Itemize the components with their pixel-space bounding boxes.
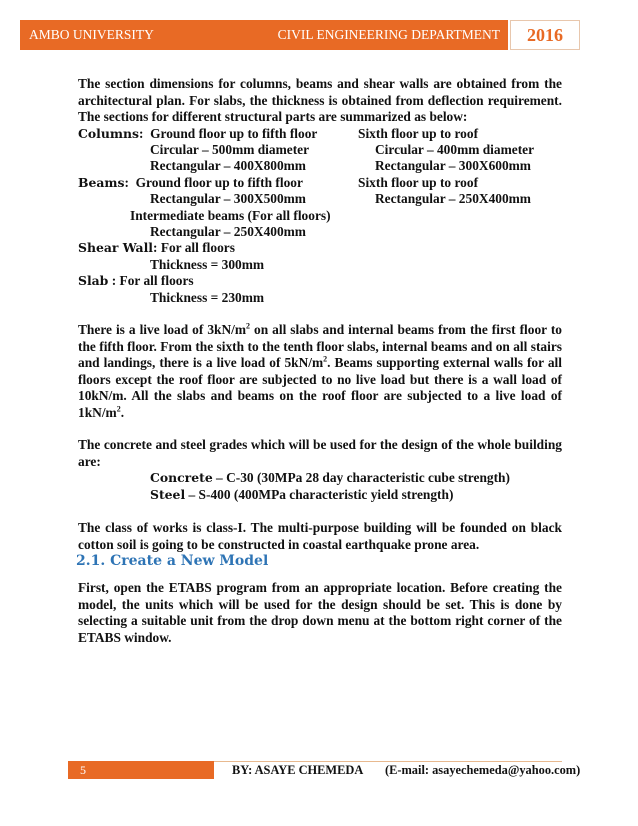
- columns-label: Columns: [78, 126, 139, 141]
- footer-author: BY: ASAYE CHEMEDA: [232, 763, 364, 777]
- live-load-text-3: . Beams supporting external walls for all floors except the roof floor are subjected to no live load but there is a wall load of 10kN/m. All the slabs and beams on the roof floor are subjected to a live load of 1kN/m: [78, 355, 562, 420]
- page-number: 5: [68, 761, 214, 779]
- beams-group2: Sixth floor up to roof: [358, 175, 479, 190]
- superscript: 2: [323, 354, 328, 364]
- header-banner: [20, 20, 508, 50]
- steel-label: Steel: [150, 487, 186, 502]
- columns-row: Columns: Ground floor up to fifth floor: [78, 126, 318, 141]
- class-paragraph: The class of works is class-I. The multi-purpose building will be founded on black cotton soil is going to be constructed in coastal earthquake prone area.: [78, 520, 562, 552]
- shear-wall-label: Shear Wall: [78, 240, 153, 255]
- live-load-text-2: on all slabs and internal beams from the first floor to the fifth floor. From the sixth to the tenth floor slabs, internal beams and on all stairs and landings, there is a live load of 5kN/m: [78, 322, 562, 371]
- page-header: [20, 20, 618, 50]
- live-load-text-4: .: [120, 404, 125, 420]
- columns-circular-2: Circular – 400mm diameter: [375, 142, 535, 157]
- beams-rect-1: Rectangular – 300X500mm: [150, 191, 306, 206]
- page-footer: [68, 761, 581, 779]
- beams-row: Beams: Ground floor up to fifth floor: [78, 175, 303, 190]
- footer-credit: [232, 763, 580, 778]
- header-year: 2016: [510, 20, 580, 50]
- superscript: 2: [246, 321, 251, 331]
- footer-email: (E-mail: asayechemeda@yahoo.com): [384, 763, 581, 777]
- slab-label: Slab: [78, 273, 109, 288]
- shear-wall-floors: For all floors: [160, 240, 235, 255]
- etabs-paragraph: First, open the ETABS program from an appropriate location. Before creating the model, the units which will be used for the design should be set. This is done by selecting a suitable unit from the drop down menu at the bottom right corner of the ETABS window.: [78, 580, 562, 645]
- steel-text: – S-400 (400MPa characteristic yield strength): [185, 487, 454, 502]
- shear-wall-thickness: Thickness = 300mm: [150, 257, 265, 272]
- steel-row: [150, 487, 453, 504]
- section-heading: 2.1. Create a New Model: [76, 553, 269, 569]
- beams-rect-3: Rectangular – 250X400mm: [150, 224, 306, 239]
- live-load-text-1: There is a live load of 3kN/m: [78, 322, 247, 337]
- header-department: CIVIL ENGINEERING DEPARTMENT: [277, 27, 500, 42]
- concrete-label: Concrete: [150, 470, 213, 485]
- intro-paragraph: The section dimensions for columns, beams and shear walls are obtained from the architectural plan. For slabs, the thickness is obtained from deflection requirement. The sections for different structural parts are summarized as below:: [78, 76, 562, 125]
- beams-rect-2: Rectangular – 250X400mm: [375, 191, 531, 206]
- beams-intermediate: Intermediate beams (For all floors): [130, 208, 331, 223]
- columns-circular-1: Circular – 500mm diameter: [150, 142, 310, 157]
- columns-group1: Ground floor up to fifth floor: [150, 126, 318, 141]
- concrete-row: [150, 470, 510, 487]
- columns-rect-2: Rectangular – 300X600mm: [375, 158, 531, 173]
- header-university: AMBO UNIVERSITY: [29, 27, 154, 42]
- grades-intro: The concrete and steel grades which will be used for the design of the whole building are:: [78, 437, 562, 469]
- slab-thickness: Thickness = 230mm: [150, 290, 265, 305]
- live-load-paragraph: [78, 322, 562, 422]
- columns-rect-1: Rectangular – 400X800mm: [150, 158, 306, 173]
- slab-row: Slab : For all floors: [78, 273, 194, 288]
- superscript: 2: [116, 404, 121, 414]
- beams-group1: Ground floor up to fifth floor: [135, 175, 303, 190]
- columns-group2: Sixth floor up to roof: [358, 126, 479, 141]
- slab-floors: For all floors: [119, 273, 194, 288]
- beams-label: Beams: [78, 175, 125, 190]
- concrete-text: – C-30 (30MPa 28 day characteristic cube strength): [212, 470, 510, 485]
- shear-wall-row: Shear Wall: For all floors: [78, 240, 235, 255]
